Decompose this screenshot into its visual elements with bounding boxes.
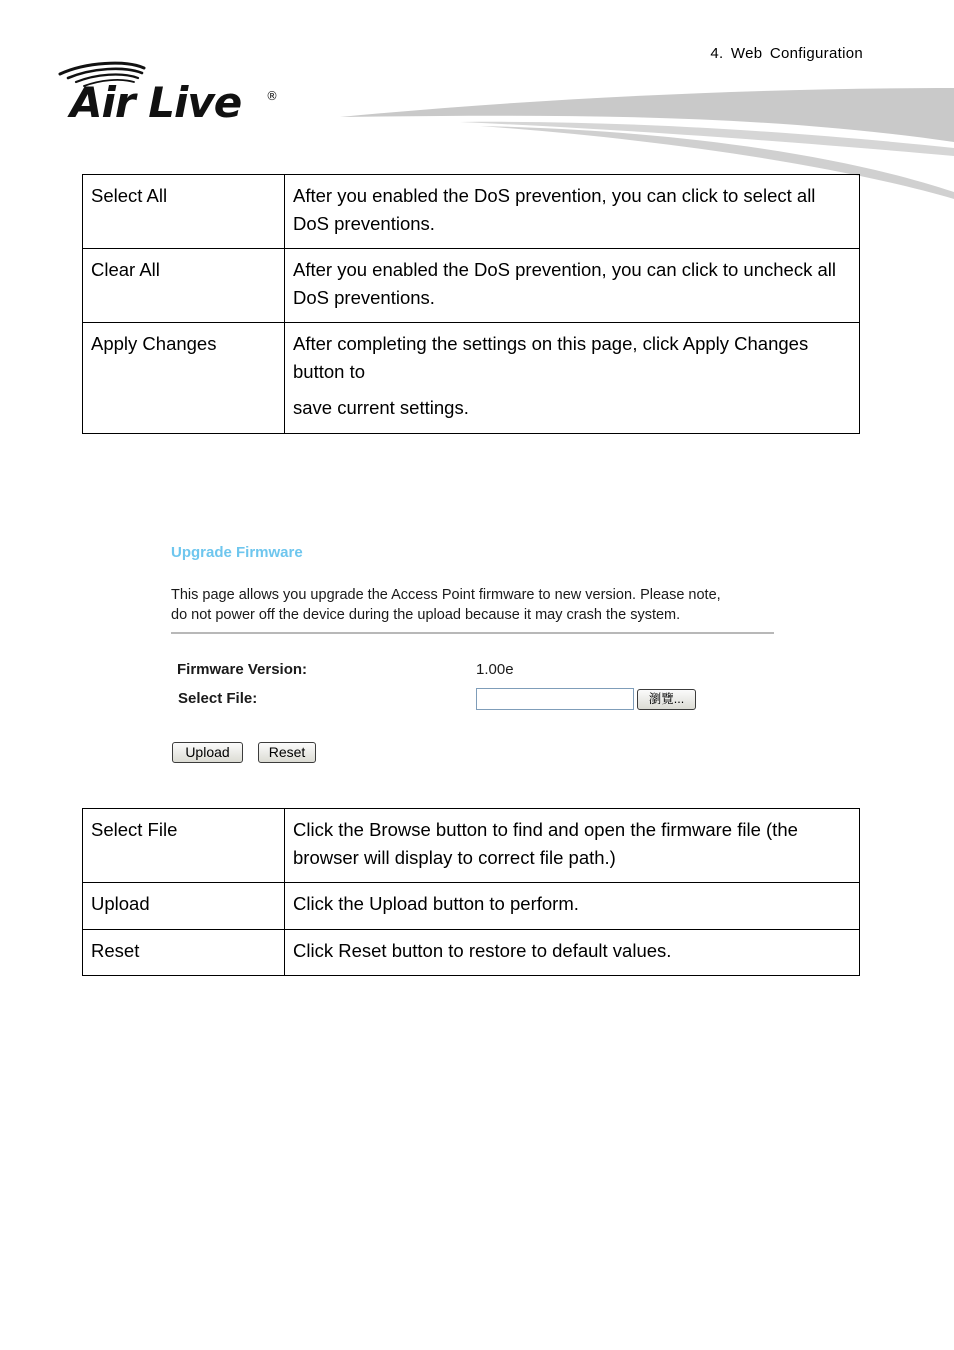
option-description <box>285 249 860 323</box>
browse-button[interactable]: 瀏覽... <box>637 689 696 710</box>
option-description <box>285 929 860 976</box>
firmware-version-label: Firmware Version: <box>177 661 308 678</box>
description-paragraph: Click Reset button to restore to default values. <box>293 939 672 961</box>
table-row <box>83 175 860 249</box>
option-term: Clear All <box>83 249 285 323</box>
table-row <box>83 249 860 323</box>
description-paragraph: save current settings. <box>293 397 469 418</box>
page-title: Upgrade Firmware <box>171 544 303 561</box>
logo-wordmark: Air Live <box>70 78 242 126</box>
table-row <box>83 883 860 930</box>
table-row <box>83 929 860 976</box>
upload-button[interactable]: Upload <box>172 742 243 763</box>
option-term: Select All <box>83 175 285 249</box>
options-table-dos <box>82 174 860 434</box>
description-paragraph: Click the Browse button to find and open the firmware file (the browser will display to correct file path.) <box>293 819 798 868</box>
divider <box>171 632 774 634</box>
description-paragraph: After you enabled the DoS prevention, you can click to uncheck all DoS preventions. <box>293 259 836 308</box>
table-row <box>83 809 860 883</box>
airlive-logo <box>56 60 284 126</box>
select-file-label: Select File: <box>178 690 258 707</box>
select-file-input[interactable] <box>476 688 634 710</box>
page-description <box>171 586 775 625</box>
option-term: Select File <box>83 809 285 883</box>
option-term: Apply Changes <box>83 323 285 434</box>
description-paragraph: After you enabled the DoS prevention, you can click to select all DoS preventions. <box>293 185 816 234</box>
section-header: 4. Web Configuration <box>710 45 863 62</box>
description-paragraph: Click the Upload button to perform. <box>293 893 579 914</box>
option-description <box>285 883 860 930</box>
description-line: This page allows you upgrade the Access Point firmware to new version. Please note, <box>171 587 721 603</box>
logo-registered-mark: ® <box>266 89 278 103</box>
description-line: do not power off the device during the upload because it may crash the system. <box>171 606 681 623</box>
option-term: Reset <box>83 929 285 976</box>
table-row <box>83 323 860 434</box>
description-paragraph: After completing the settings on this page, click Apply Changes button to <box>293 333 809 382</box>
option-description <box>285 809 860 883</box>
reset-button[interactable]: Reset <box>258 742 316 763</box>
option-description <box>285 323 860 434</box>
firmware-version-value: 1.00e <box>476 661 514 678</box>
option-term: Upload <box>83 883 285 930</box>
options-table-firmware <box>82 808 860 976</box>
option-description <box>285 175 860 249</box>
